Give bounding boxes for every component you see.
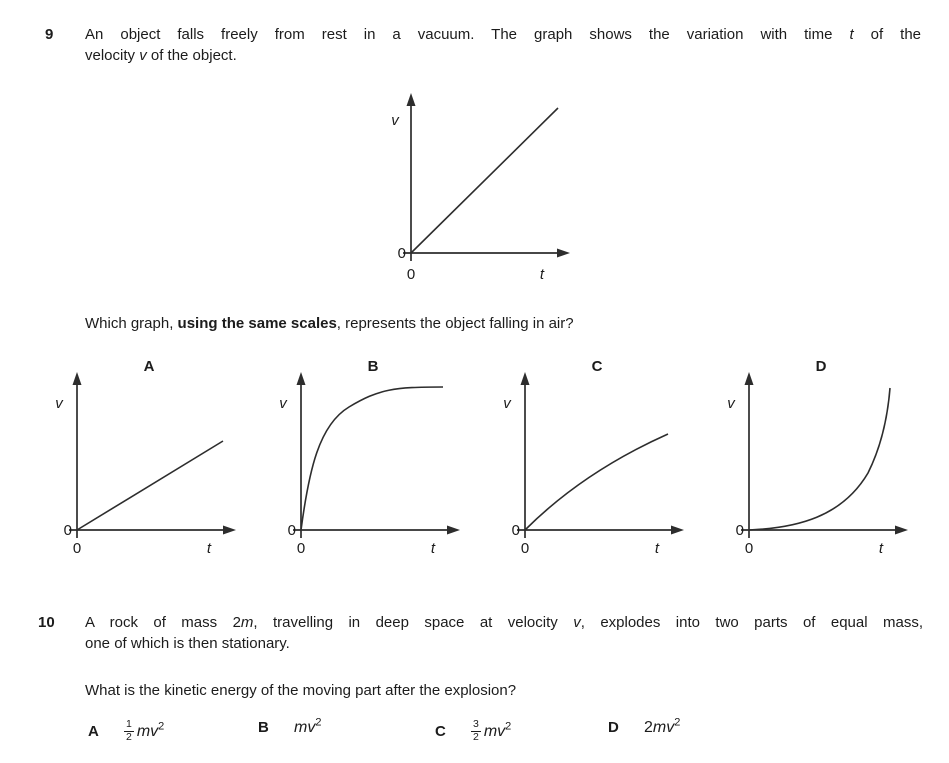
x-axis-arrowhead <box>447 526 460 535</box>
graph-title: C <box>591 358 603 375</box>
x-axis-arrowhead <box>895 526 908 535</box>
text-segment: one of which is then stationary. <box>85 635 290 652</box>
answer-a-label: A <box>88 722 99 740</box>
superscript: 2 <box>158 720 165 733</box>
text-segment: v <box>139 47 147 64</box>
x-origin-label: 0 <box>296 540 306 557</box>
question-10-question <box>85 680 516 701</box>
text-segment: of the object. <box>146 47 237 64</box>
y-origin-label: 0 <box>397 245 406 262</box>
graph-canvas <box>30 355 252 560</box>
y-axis-arrowhead <box>521 372 530 385</box>
answer-b-label: B <box>258 719 269 736</box>
x-axis-arrowhead <box>223 526 236 535</box>
velocity-curve <box>77 441 223 530</box>
text-line <box>85 45 921 66</box>
option-graph-a <box>30 355 252 565</box>
question-9-followup <box>85 313 574 334</box>
y-axis-label: v <box>55 395 63 412</box>
text-segment: using the same scales <box>177 315 337 332</box>
y-axis-arrowhead <box>297 372 306 385</box>
x-axis-arrowhead <box>671 526 684 535</box>
text-line <box>85 633 923 654</box>
fraction-numerator: 3 <box>473 718 479 730</box>
graph-title: B <box>367 358 379 375</box>
graph-canvas <box>368 86 583 286</box>
text-segment: mv <box>652 719 675 736</box>
y-axis-arrowhead <box>73 372 82 385</box>
y-axis-label: v <box>727 395 735 412</box>
answer-option-c <box>435 719 511 744</box>
velocity-curve <box>411 108 558 253</box>
option-graph-b <box>254 355 476 565</box>
option-graph-c <box>478 355 700 565</box>
question-10-text <box>85 612 923 654</box>
answer-option-a <box>88 719 164 744</box>
x-axis-label: t <box>539 266 545 283</box>
graph-title: A <box>143 358 155 375</box>
fraction <box>471 719 481 744</box>
x-axis-arrowhead <box>557 249 570 258</box>
x-origin-label: 0 <box>520 540 530 557</box>
text-segment: Which graph, <box>85 315 178 332</box>
x-origin-label: 0 <box>72 540 82 557</box>
text-segment: v <box>573 614 581 631</box>
text-segment: mv <box>294 719 316 736</box>
main-velocity-time-graph <box>368 86 583 291</box>
answer-c-label: C <box>435 722 446 740</box>
fraction-denominator: 2 <box>126 731 132 744</box>
text-segment: mv <box>483 722 506 740</box>
x-axis-label: t <box>206 540 212 557</box>
text-segment: 2 <box>644 719 653 736</box>
x-axis-label: t <box>878 540 884 557</box>
question-10-number: 10 <box>38 614 55 631</box>
y-axis-label: v <box>279 395 287 412</box>
option-graph-d <box>702 355 924 565</box>
answer-b-formula <box>294 716 322 736</box>
velocity-curve <box>301 387 443 530</box>
fraction <box>124 719 134 744</box>
y-origin-label: 0 <box>287 522 296 539</box>
x-axis-label: t <box>654 540 660 557</box>
text-segment: , travelling in deep space at velocity <box>253 614 574 631</box>
velocity-curve <box>749 388 890 530</box>
answer-c-formula <box>471 718 512 744</box>
y-origin-label: 0 <box>511 522 520 539</box>
x-origin-label: 0 <box>406 266 416 283</box>
answer-option-d <box>608 716 681 737</box>
y-axis-arrowhead <box>407 93 416 106</box>
answer-d-formula <box>644 716 681 736</box>
text-segment: , represents the object falling in air? <box>336 315 574 332</box>
fraction-numerator: 1 <box>126 718 132 730</box>
graph-canvas <box>478 355 700 560</box>
text-segment: A rock of mass 2 <box>85 614 241 631</box>
y-axis-label: v <box>503 395 511 412</box>
text-segment: , explodes into two parts of equal mass, <box>580 614 924 631</box>
y-origin-label: 0 <box>735 522 744 539</box>
text-line <box>85 24 921 45</box>
y-axis-label: v <box>391 112 399 129</box>
graph-canvas <box>254 355 476 560</box>
graph-title: D <box>815 358 827 375</box>
superscript: 2 <box>505 720 512 733</box>
text-line <box>85 612 923 633</box>
text-segment: t <box>849 26 854 43</box>
text-segment: of the <box>853 26 922 43</box>
text-segment: mv <box>136 722 159 740</box>
question-9-text <box>85 24 921 66</box>
superscript: 2 <box>315 716 322 729</box>
y-origin-label: 0 <box>63 522 72 539</box>
graph-canvas <box>702 355 924 560</box>
answer-a-formula <box>124 718 165 744</box>
y-axis-arrowhead <box>745 372 754 385</box>
answer-option-b <box>258 716 322 737</box>
x-origin-label: 0 <box>744 540 754 557</box>
question-9-number: 9 <box>45 26 54 43</box>
text-segment: velocity <box>85 47 140 64</box>
text-segment: m <box>240 614 254 631</box>
superscript: 2 <box>674 716 681 729</box>
text-segment: An object falls freely from rest in a vacuum. The graph shows the variation with time <box>85 26 850 43</box>
velocity-curve <box>525 434 668 530</box>
fraction-denominator: 2 <box>473 731 479 744</box>
x-axis-label: t <box>430 540 436 557</box>
text-segment: What is the kinetic energy of the moving part after the explosion? <box>85 682 517 699</box>
answer-d-label: D <box>608 719 619 736</box>
